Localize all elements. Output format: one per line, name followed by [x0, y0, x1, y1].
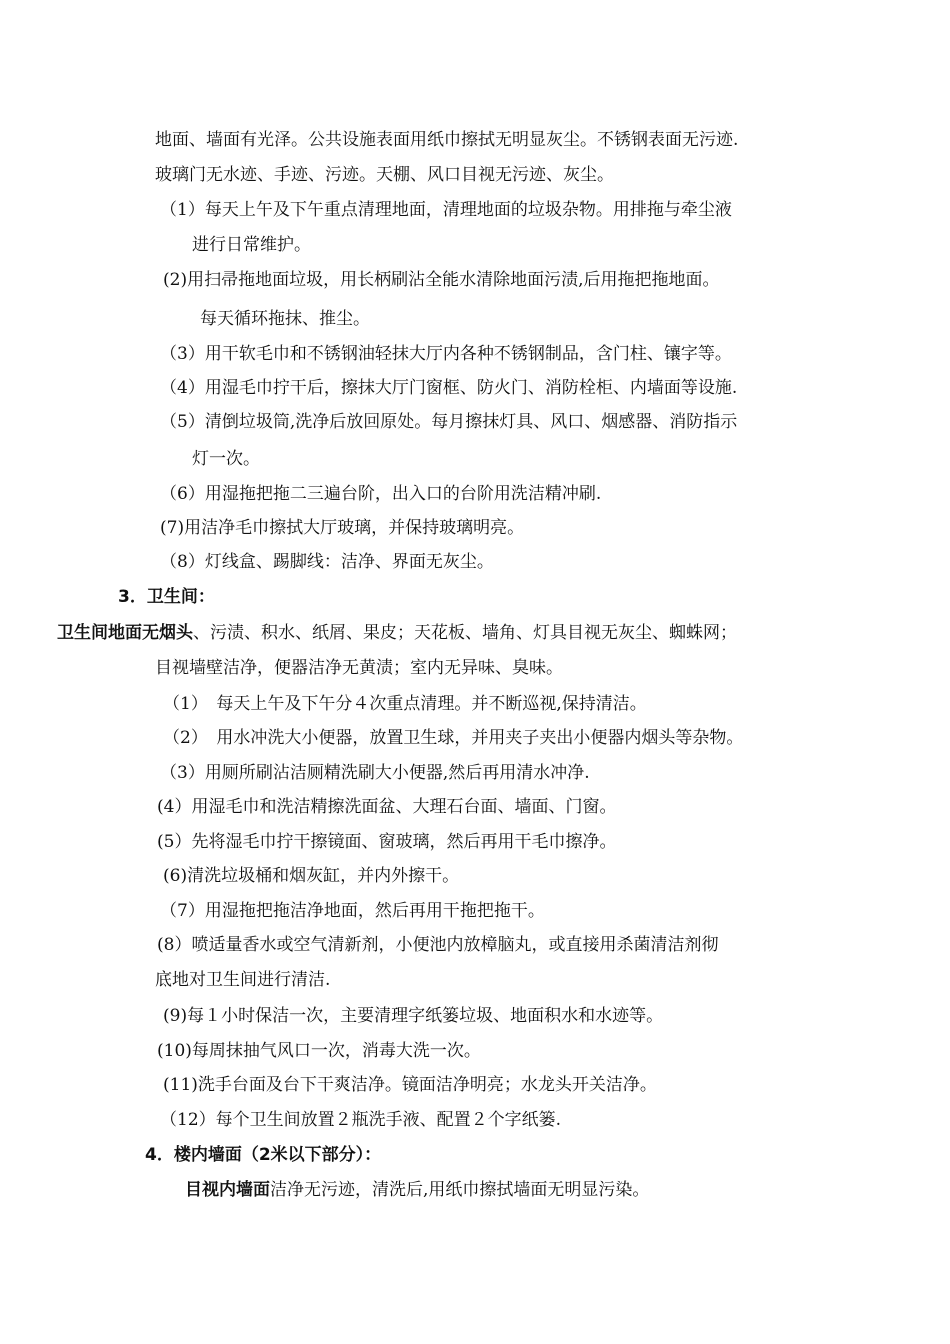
restroom-item-1: （1） 每天上午及下午分４次重点清理。并不断巡视,保持清洁。	[163, 694, 647, 714]
restroom-item-9: (9)每１小时保洁一次，主要清理字纸篓垃圾、地面积水和水迹等。	[163, 1006, 664, 1026]
section-3-lead	[57, 621, 737, 645]
restroom-item-6: (6)清洗垃圾桶和烟灰缸，并内外擦干。	[163, 866, 460, 886]
lobby-item-7: (7)用洁净毛巾擦拭大厅玻璃，并保持玻璃明亮。	[160, 518, 525, 538]
restroom-item-2: （2） 用水冲洗大小便器，放置卫生球，并用夹子夹出小便器内烟头等杂物。	[163, 728, 744, 748]
restroom-item-11: (11)洗手台面及台下干爽洁净。镜面洁净明亮；水龙头开关洁净。	[163, 1075, 657, 1095]
lobby-item-1: （1）每天上午及下午重点清理地面，清理地面的垃圾杂物。用排拖与牵尘液	[160, 200, 732, 220]
lobby-item-5: （5）清倒垃圾筒,洗净后放回原处。每月擦抹灯具、风口、烟感器、消防指示	[160, 412, 738, 432]
section-3-heading: 3．卫生间：	[118, 587, 215, 607]
lobby-item-3: （3）用干软毛巾和不锈钢油轻抹大厅内各种不锈钢制品，含门柱、镶字等。	[160, 344, 732, 364]
lobby-item-2: (2)用扫帚拖地面垃圾，用长柄刷沾全能水清除地面污渍,后用拖把拖地面。	[163, 270, 720, 290]
section-3-lead-bold: 卫生间地面无烟头	[57, 623, 193, 643]
lobby-item-5-cont: 灯一次。	[192, 449, 260, 469]
restroom-item-7: （7）用湿拖把拖洁净地面，然后再用干拖把拖干。	[160, 901, 545, 921]
intro-line-2: 玻璃门无水迹、手迹、污迹。天棚、风口目视无污迹、灰尘。	[155, 165, 614, 185]
section-4-line-rest: 洁净无污迹，清洗后,用纸巾擦拭墙面无明显污染。	[270, 1180, 650, 1200]
lobby-item-1-cont: 进行日常维护。	[192, 235, 311, 255]
restroom-item-12: （12）每个卫生间放置２瓶洗手液、配置２个字纸篓.	[160, 1110, 562, 1130]
restroom-item-3: （3）用厕所刷沾洁厕精洗刷大小便器,然后再用清水冲净.	[160, 763, 590, 783]
lobby-item-8: （8）灯线盒、踢脚线：洁净、界面无灰尘。	[160, 552, 494, 572]
section-4-line-bold: 目视内墙面	[185, 1180, 270, 1200]
restroom-item-4: (4）用湿毛巾和洗洁精擦洗面盆、大理石台面、墙面、门窗。	[157, 797, 617, 817]
restroom-item-8-cont: 底地对卫生间进行清洁.	[155, 970, 331, 990]
restroom-item-5: (5）先将湿毛巾拧干擦镜面、窗玻璃，然后再用干毛巾擦净。	[157, 832, 617, 852]
restroom-item-8: (8）喷适量香水或空气清新剂，小便池内放樟脑丸，或直接用杀菌清洁剂彻	[157, 935, 719, 955]
section-3-line-2: 目视墙壁洁净，便器洁净无黄渍；室内无异味、臭味。	[155, 658, 563, 678]
lobby-item-2-cont: 每天循环拖抹、推尘。	[200, 309, 370, 329]
section-4-heading: 4．楼内墙面（2米以下部分）：	[145, 1145, 382, 1165]
lobby-item-6: （6）用湿拖把拖二三遍台阶，出入口的台阶用洗洁精冲刷.	[160, 484, 602, 504]
section-4-line	[185, 1178, 649, 1202]
lobby-item-4: （4）用湿毛巾拧干后，擦抹大厅门窗框、防火门、消防栓柜、内墙面等设施.	[160, 378, 738, 398]
intro-line-1: 地面、墙面有光泽。公共设施表面用纸巾擦拭无明显灰尘。不锈钢表面无污迹.	[155, 130, 739, 150]
restroom-item-10: (10)每周抹抽气风口一次，消毒大洗一次。	[157, 1041, 481, 1061]
section-3-lead-rest: 、污渍、积水、纸屑、果皮；天花板、墙角、灯具目视无灰尘、蜘蛛网；	[193, 623, 737, 643]
